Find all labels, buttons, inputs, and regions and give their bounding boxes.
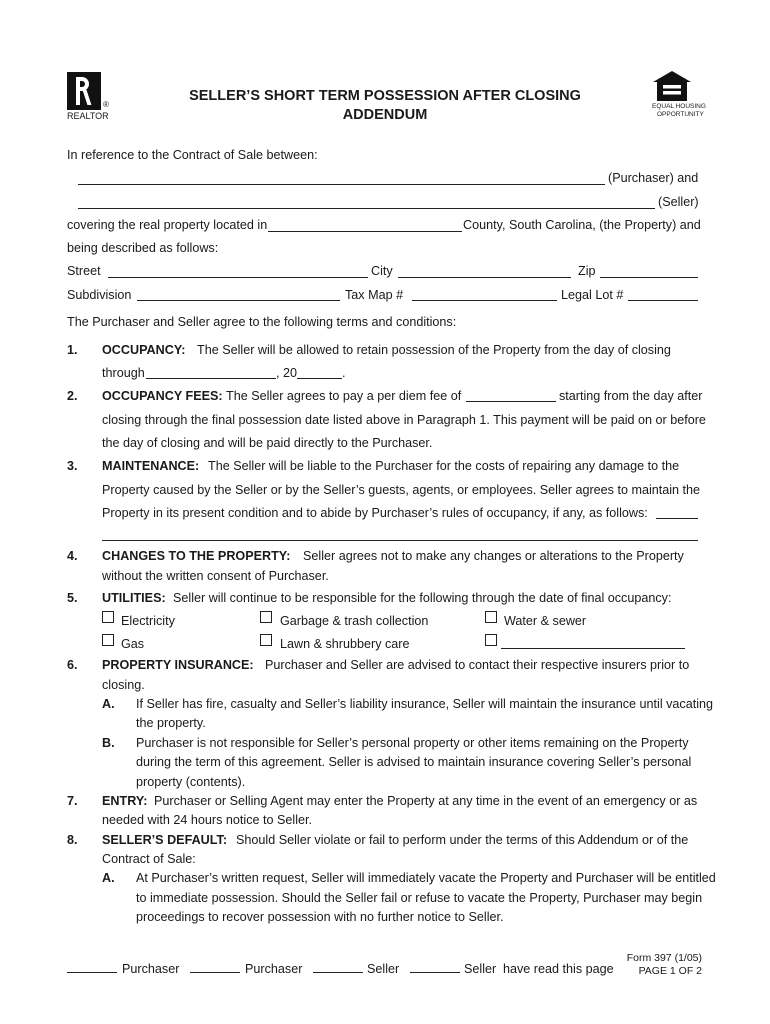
street-field[interactable]: [108, 277, 368, 278]
subdivision-field[interactable]: [137, 300, 340, 301]
agree-statement: The Purchaser and Seller agree to the following terms and conditions:: [67, 315, 457, 329]
gas-label: Gas: [121, 637, 145, 651]
document-title-line2: ADDENDUM: [342, 107, 428, 123]
term-8-heading: SELLER’S DEFAULT:: [102, 833, 228, 847]
occupancy-rules-field-2[interactable]: [102, 540, 698, 541]
other-utility-checkbox[interactable]: [485, 634, 497, 646]
term-8-line2: Contract of Sale:: [102, 852, 196, 866]
term-1-line1: The Seller will be allowed to retain possession of the Property from the day of closing: [197, 343, 671, 357]
described-label: being described as follows:: [67, 241, 219, 255]
seller-initials-1[interactable]: [313, 972, 363, 973]
possession-date-field[interactable]: [146, 378, 276, 379]
purchaser-and-label: (Purchaser) and: [608, 171, 699, 185]
term-6b-line1: Purchaser is not responsible for Seller’s personal property or other items remaining on the Property: [136, 736, 689, 750]
lawn-label: Lawn & shrubbery care: [280, 637, 410, 651]
term-3-number: 3.: [67, 459, 78, 473]
electricity-checkbox[interactable]: [102, 611, 114, 623]
term-6-heading: PROPERTY INSURANCE:: [102, 658, 254, 672]
realtor-label: REALTOR: [67, 111, 109, 121]
per-diem-fee-field[interactable]: [466, 401, 556, 402]
city-label: City: [371, 264, 393, 278]
legal-lot-label: Legal Lot #: [561, 288, 624, 302]
seller-name-field[interactable]: [78, 208, 655, 209]
term-3-line2: Property caused by the Seller or by the Seller’s guests, agents, or employees. Seller agrees to maintain the: [102, 483, 701, 497]
term-6-number: 6.: [67, 658, 78, 672]
footer-have-read: have read this page: [503, 962, 614, 976]
term-7-line1: Purchaser or Selling Agent may enter the Property at any time in the event of an emergency or as: [154, 794, 698, 808]
tax-map-field[interactable]: [412, 300, 557, 301]
term-4-number: 4.: [67, 549, 78, 563]
lawn-checkbox[interactable]: [260, 634, 272, 646]
document-title-line1: SELLER’S SHORT TERM POSSESSION AFTER CLOSING: [189, 88, 581, 104]
term-1-year-label: , 20: [276, 366, 298, 380]
seller-label: (Seller): [658, 195, 699, 209]
footer-seller-1: Seller: [367, 962, 400, 976]
term-2-line2: closing through the final possession date listed above in Paragraph 1. This payment will be paid on or before: [102, 413, 706, 427]
term-6b-label: B.: [102, 736, 115, 750]
term-3-line3: Property in its present condition and to abide by Purchaser’s rules of occupancy, if any, as follows:: [102, 506, 648, 520]
term-8a-line2: to immediate possession. Should the Seller fail or refuse to vacate the Property, Purchaser may begin: [136, 891, 703, 905]
seller-initials-2[interactable]: [410, 972, 460, 973]
water-sewer-label: Water & sewer: [504, 614, 587, 628]
possession-year-field[interactable]: [297, 378, 342, 379]
term-2-line3: the day of closing and will be paid directly to the Purchaser.: [102, 436, 433, 450]
term-8-number: 8.: [67, 833, 78, 847]
term-4-line2: without the written consent of Purchaser.: [102, 569, 329, 583]
term-2-number: 2.: [67, 389, 78, 403]
term-2-line1b: starting from the day after: [559, 389, 703, 403]
page-number: PAGE 1 OF 2: [638, 965, 702, 977]
term-6a-line1: If Seller has fire, casualty and Seller’s liability insurance, Seller will maintain the insurance until vacating: [136, 697, 714, 711]
legal-lot-field[interactable]: [628, 300, 698, 301]
term-6-line1: Purchaser and Seller are advised to contact their respective insurers prior to: [265, 658, 690, 672]
term-3-heading: MAINTENANCE:: [102, 459, 200, 473]
term-7-number: 7.: [67, 794, 78, 808]
term-7-line2: needed with 24 hours notice to Seller.: [102, 813, 313, 827]
equal-housing-icon: [652, 70, 692, 104]
term-1-heading: OCCUPANCY:: [102, 343, 186, 357]
term-5-heading: UTILITIES:: [102, 591, 166, 605]
term-3-line1: The Seller will be liable to the Purchaser for the costs of repairing any damage to the: [208, 459, 680, 473]
term-8a-label: A.: [102, 871, 115, 885]
county-label: County, South Carolina, (the Property) and: [463, 218, 701, 232]
garbage-label: Garbage & trash collection: [280, 614, 429, 628]
term-1-through: through: [102, 366, 145, 380]
term-1-period: .: [342, 366, 346, 380]
intro-reference: In reference to the Contract of Sale between:: [67, 148, 318, 162]
occupancy-rules-field[interactable]: [656, 518, 698, 519]
footer-purchaser-1: Purchaser: [122, 962, 180, 976]
gas-checkbox[interactable]: [102, 634, 114, 646]
term-8a-line3: proceedings to recover possession with no further notice to Seller.: [136, 910, 504, 924]
purchaser-initials-1[interactable]: [67, 972, 117, 973]
term-2-heading: OCCUPANCY FEES:: [102, 389, 223, 403]
term-6-line2: closing.: [102, 678, 145, 692]
term-1-number: 1.: [67, 343, 78, 357]
tax-map-label: Tax Map #: [345, 288, 404, 302]
term-8a-line1: At Purchaser’s written request, Seller will immediately vacate the Property and Purchaser will be entitled: [136, 871, 716, 885]
term-6a-line2: the property.: [136, 716, 206, 730]
term-4-line1: Seller agrees not to make any changes or alterations to the Property: [303, 549, 684, 563]
water-sewer-checkbox[interactable]: [485, 611, 497, 623]
other-utility-field[interactable]: [501, 648, 685, 649]
realtor-logo: [67, 72, 101, 110]
purchaser-initials-2[interactable]: [190, 972, 240, 973]
term-6a-label: A.: [102, 697, 115, 711]
footer-purchaser-2: Purchaser: [245, 962, 303, 976]
garbage-checkbox[interactable]: [260, 611, 272, 623]
eho-label-line1: EQUAL HOUSING: [652, 103, 706, 110]
street-label: Street: [67, 264, 101, 278]
term-8-line1: Should Seller violate or fail to perform under the terms of this Addendum or of the: [236, 833, 689, 847]
form-number: Form 397 (1/05): [626, 952, 702, 964]
county-field[interactable]: [268, 231, 462, 232]
term-6b-line2: during the term of this agreement. Seller is advised to maintain insurance covering Seller’s personal: [136, 755, 692, 769]
term-5-line1: Seller will continue to be responsible for the following through the date of final occupancy:: [173, 591, 672, 605]
term-4-heading: CHANGES TO THE PROPERTY:: [102, 549, 291, 563]
covering-label: covering the real property located in: [67, 218, 268, 232]
purchaser-name-field[interactable]: [78, 184, 605, 185]
eho-label-line2: OPPORTUNITY: [657, 111, 704, 118]
zip-label: Zip: [578, 264, 596, 278]
footer-seller-2: Seller: [464, 962, 497, 976]
subdivision-label: Subdivision: [67, 288, 132, 302]
term-7-heading: ENTRY:: [102, 794, 148, 808]
city-field[interactable]: [398, 277, 571, 278]
electricity-label: Electricity: [121, 614, 175, 628]
term-2-line1a: The Seller agrees to pay a per diem fee of: [226, 389, 462, 403]
term-5-number: 5.: [67, 591, 78, 605]
zip-field[interactable]: [600, 277, 698, 278]
realtor-reg-mark: ®: [103, 100, 109, 109]
term-6b-line3: property (contents).: [136, 775, 246, 789]
